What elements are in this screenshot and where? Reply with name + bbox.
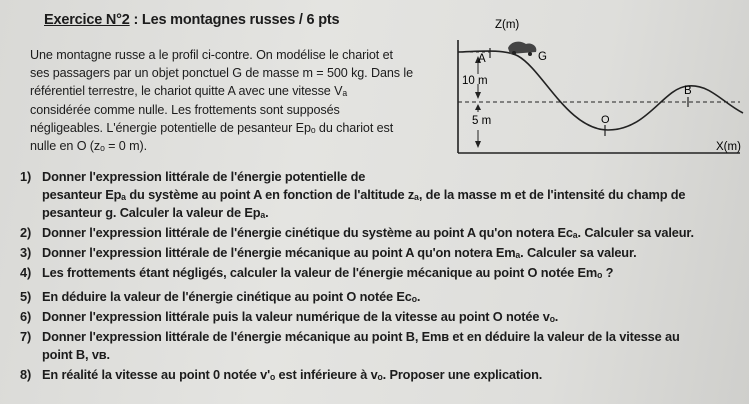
question-text: Donner l'expression littérale de l'énergie mécanique au point B, Emʙ et en déduire la valeur de la vitesse au: [42, 329, 680, 344]
exercise-title: [44, 12, 339, 28]
height-a-label: 10 m: [462, 75, 488, 87]
roller-coaster-figure: [448, 8, 748, 163]
question-text: En réalité la vitesse au point 0 notée v'ₒ est inférieure à vₒ. Proposer une explication.: [42, 367, 543, 382]
question-number: 6): [20, 309, 32, 324]
question-number: 4): [20, 265, 32, 280]
question-text: Donner l'expression littérale de l'énergie cinétique du système au point A qu'on notera Ecₐ. Calculer sa valeur.: [42, 225, 694, 240]
arrow-up-icon: [475, 104, 481, 110]
point-g-label: G: [538, 51, 547, 63]
question-number: 1): [20, 169, 32, 184]
question-text: En déduire la valeur de l'énergie cinétique au point O notée Ecₒ.: [42, 289, 421, 304]
exercise-number: Exercice N°2: [44, 12, 130, 28]
question-item: [20, 366, 745, 384]
question-text: point B, vʙ.: [42, 347, 110, 362]
question-number: 5): [20, 289, 32, 304]
intro-line: Une montagne russe a le profil ci-contre. On modélise le chariot et: [30, 48, 393, 62]
arrow-down-icon: [475, 141, 481, 148]
question-number: 8): [20, 367, 32, 382]
question-item: [20, 244, 745, 262]
roller-coaster-diagram: [448, 8, 748, 163]
intro-line: négligeables. L'énergie potentielle de pesanteur Epₒ du chariot est: [30, 120, 394, 135]
cart-icon: [508, 42, 536, 56]
arrow-down-icon: [475, 92, 481, 99]
intro-line: considérée comme nulle. Les frottements sont supposés: [30, 102, 340, 117]
z-axis-label: Z(m): [495, 19, 520, 31]
question-item: [20, 264, 745, 282]
intro-line: référentiel terrestre, le chariot quitte A avec une vitesse Vₐ: [30, 84, 347, 99]
intro-line: ses passagers par un objet ponctuel G de masse m = 500 kg. Dans le: [30, 66, 413, 81]
question-number: 7): [20, 329, 32, 344]
question-item: [20, 224, 745, 242]
question-text: Les frottements étant négligés, calculer la valeur de l'énergie mécanique au point O notée Emₒ ?: [42, 265, 614, 280]
question-text: pesanteur g. Calculer la valeur de Epₐ.: [42, 205, 269, 220]
intro-paragraph: [30, 46, 445, 155]
questions-list: [20, 168, 745, 384]
question-item: [20, 288, 745, 306]
intro-line: nulle en O (zₒ = 0 m).: [30, 139, 147, 154]
height-b-label: 5 m: [472, 115, 492, 127]
question-text: Donner l'expression littérale de l'énergie potentielle de: [42, 169, 366, 184]
question-text: Donner l'expression littérale de l'énergie mécanique au point A qu'on notera Emₐ. Calculer sa valeur.: [42, 245, 637, 260]
question-item: [20, 328, 745, 364]
question-text: Donner l'expression littérale puis la valeur numérique de la vitesse au point O notée vₒ.: [42, 309, 559, 324]
point-b-label: B: [684, 85, 692, 97]
question-item: [20, 308, 745, 326]
x-axis-label: X(m): [716, 141, 741, 153]
question-text: pesanteur Epₐ du système au point A en fonction de l'altitude zₐ, de la masse m et de l'intensité du champ de: [42, 187, 686, 202]
point-a-label: A: [478, 53, 486, 65]
question-item: [20, 168, 745, 222]
point-o-label: O: [601, 114, 610, 126]
exercise-subtitle: : Les montagnes russes / 6 pts: [129, 12, 340, 28]
question-number: 2): [20, 225, 32, 240]
question-number: 3): [20, 245, 32, 260]
